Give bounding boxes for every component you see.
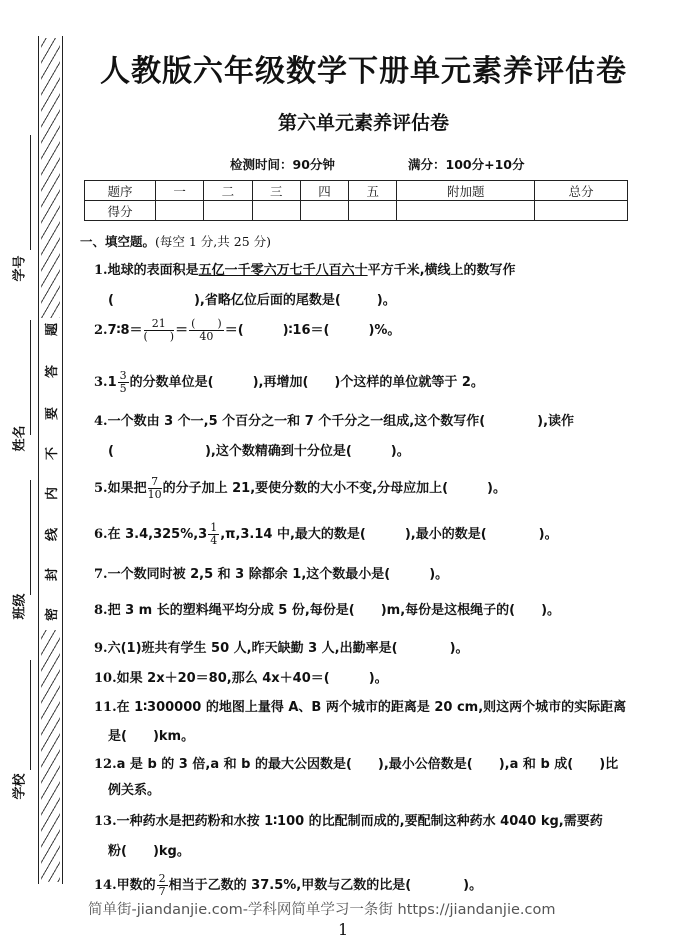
question-7: [94, 563, 448, 582]
question-text: 平方千米,横线上的数写作: [367, 263, 516, 278]
score-row-label: 得分: [85, 201, 156, 221]
header-cell: 二: [204, 181, 252, 201]
question-text[interactable]: ,π,3.14 中,最大的数是( ),最小的数是( )。: [220, 527, 558, 542]
seal-char: 题: [45, 323, 60, 337]
question-text[interactable]: 如果 2x＋20＝80,那么 4x＋40＝( )。: [116, 671, 388, 686]
question-text: 在 3.4,325%,3: [107, 527, 208, 542]
question-number: 7.: [94, 567, 108, 582]
header-cell: 题序: [85, 181, 156, 201]
numerator-blank[interactable]: ( ): [191, 317, 222, 330]
question-number: 5.: [94, 481, 108, 496]
denominator: 5: [119, 382, 127, 395]
student-id-label: 学号: [12, 255, 28, 282]
school-label: 学校: [12, 773, 28, 800]
question-text[interactable]: 一个数由 3 个一,5 个百分之一和 7 个千分之一组成,这个数写作( ),读作: [107, 414, 575, 429]
header-cell: 五: [349, 181, 397, 201]
question-number: 9.: [94, 641, 108, 656]
student-id-line[interactable]: [30, 135, 31, 250]
question-number: 4.: [94, 414, 108, 429]
score-table-header-row: [85, 181, 628, 201]
score-table: [84, 180, 628, 221]
question-text: 如果把: [107, 481, 147, 496]
seal-char: 要: [45, 407, 60, 421]
underlined-number: 五亿一千零六万七千八百六十: [198, 263, 368, 278]
score-cell[interactable]: [252, 201, 300, 221]
question-12: [94, 753, 618, 772]
question-number: 11.: [94, 700, 117, 715]
question-4: [94, 410, 574, 429]
header-cell: 一: [156, 181, 204, 201]
question-text[interactable]: 的分数单位是( ),再增加( )个这样的单位就等于 2。: [129, 375, 484, 390]
seal-char: 不: [45, 447, 60, 461]
denominator: 7: [158, 885, 166, 898]
question-2: [94, 318, 400, 343]
name-label: 姓名: [12, 425, 28, 452]
question-text: 一种药水是把药粉和水按 1∶100 的比配制而成的,要配制这种药水 4040 kg,需要药: [116, 814, 603, 829]
binding-outer-line: [38, 36, 39, 884]
section-note: (每空 1 分,共 25 分): [155, 234, 271, 249]
question-11: [94, 696, 626, 715]
denominator: 40: [199, 330, 214, 343]
question-text: 地球的表面积是: [107, 263, 199, 278]
question-number: 13.: [94, 814, 117, 829]
question-number: 14.: [94, 878, 117, 893]
fraction: [148, 476, 162, 501]
numerator: 7: [148, 476, 162, 489]
fraction: [189, 318, 224, 343]
question-text[interactable]: ＝( )∶16＝( )%。: [224, 323, 401, 338]
question-text: ),省略亿位后面的尾数是(: [193, 293, 341, 308]
fraction: [118, 370, 129, 395]
score-table-score-row: [85, 201, 628, 221]
question-number: 1.: [94, 263, 108, 278]
question-8: [94, 599, 560, 618]
header-cell: 附加题: [397, 181, 535, 201]
hatch-pattern-bottom: [41, 630, 60, 882]
numerator: 2: [158, 872, 166, 885]
question-6: [94, 522, 558, 547]
question-number: 10.: [94, 671, 117, 686]
question-1: [94, 259, 516, 278]
numerator: 21: [144, 318, 175, 331]
watermark-text: 简单街-jiandanjie.com-学科网简单学习一条街 https://jiandanjie.com: [88, 902, 556, 918]
question-number: 8.: [94, 603, 108, 618]
numerator: 1: [210, 521, 218, 534]
page-number: 1: [338, 920, 349, 939]
question-3: [94, 370, 484, 395]
school-line[interactable]: [30, 660, 31, 770]
question-10: [94, 667, 388, 686]
question-text: 在 1∶300000 的地图上量得 A、B 两个城市的距离是 20 cm,则这两个城市的实际距离: [116, 700, 627, 715]
question-text: )。: [376, 293, 396, 308]
mixed-number-whole: 1: [107, 375, 117, 390]
section-heading: [80, 232, 271, 250]
score-cell[interactable]: [204, 201, 252, 221]
header-cell: 四: [300, 181, 348, 201]
question-text[interactable]: 六(1)班共有学生 50 人,昨天缺勤 3 人,出勤率是( )。: [107, 641, 469, 656]
question-number: 3.: [94, 375, 108, 390]
question-text[interactable]: 相当于乙数的 37.5%,甲数与乙数的比是( )。: [168, 878, 483, 893]
denominator-blank[interactable]: ( ): [143, 330, 175, 343]
section-title: 一、填空题。: [80, 234, 156, 249]
question-text: 7∶8＝: [107, 323, 143, 338]
question-12-line2: 例关系。: [108, 783, 161, 798]
question-text: 甲数的: [116, 878, 156, 893]
question-text[interactable]: 把 3 m 长的塑料绳平均分成 5 份,每份是( )m,每份是这根绳子的( )。: [107, 603, 561, 618]
score-cell[interactable]: [156, 201, 204, 221]
header-cell: 总分: [535, 181, 628, 201]
question-11-line2[interactable]: 是( )km。: [108, 729, 195, 744]
question-number: 6.: [94, 527, 108, 542]
numerator: 3: [119, 369, 127, 382]
fraction: [144, 318, 175, 343]
question-14: [94, 873, 482, 898]
score-cell[interactable]: [535, 201, 628, 221]
seal-char: 内: [45, 487, 60, 501]
answer-blank-open: (: [108, 293, 114, 308]
seal-char: 封: [45, 568, 60, 582]
score-cell[interactable]: [300, 201, 348, 221]
question-9: [94, 637, 469, 656]
exam-time: 检测时间：90分钟: [230, 157, 335, 172]
header-cell: 三: [252, 181, 300, 201]
denominator: 4: [210, 534, 218, 547]
name-line[interactable]: [30, 320, 31, 435]
question-number: 12.: [94, 757, 117, 772]
seal-char: 密: [45, 608, 60, 622]
question-text[interactable]: 一个数同时被 2,5 和 3 除都余 1,这个数最小是( )。: [107, 567, 449, 582]
seal-char: 答: [45, 365, 60, 379]
fraction: [157, 873, 168, 898]
score-cell[interactable]: [397, 201, 535, 221]
class-line[interactable]: [30, 480, 31, 595]
denominator: 10: [147, 488, 162, 501]
question-13: [94, 810, 603, 829]
question-number: 2.: [94, 323, 108, 338]
question-text[interactable]: 的分子加上 21,要使分数的大小不变,分母应加上( )。: [162, 481, 506, 496]
page-title: 人教版六年级数学下册单元素养评估卷: [100, 54, 627, 89]
score-cell[interactable]: [349, 201, 397, 221]
class-label: 班级: [12, 593, 28, 620]
question-text[interactable]: a 是 b 的 3 倍,a 和 b 的最大公因数是( ),最小公倍数是( ),a 和 b 成( )比: [116, 757, 619, 772]
full-score: 满分：100分+10分: [408, 157, 525, 172]
binding-inner-line: [62, 36, 63, 884]
question-1-line2: [108, 289, 396, 308]
question-text: ＝: [175, 323, 189, 338]
page-subtitle: 第六单元素养评估卷: [277, 112, 449, 134]
fraction: [208, 522, 219, 547]
question-5: [94, 476, 506, 501]
question-13-line2[interactable]: 粉( )kg。: [108, 844, 190, 859]
seal-char: 线: [45, 528, 60, 542]
question-4-line2[interactable]: ( ),这个数精确到十分位是( )。: [108, 444, 410, 459]
